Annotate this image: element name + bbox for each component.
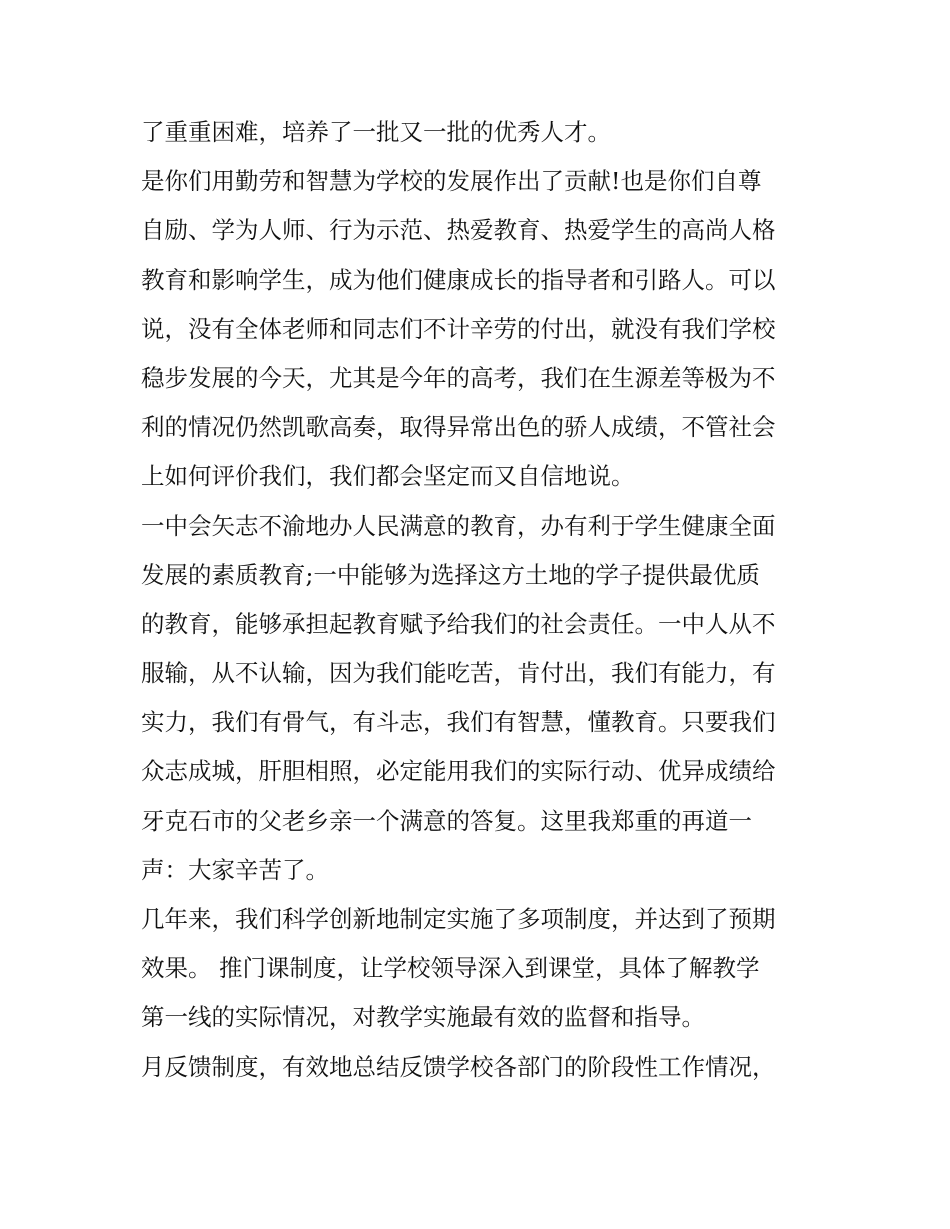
text-line: 了重重困难，培养了一批又一批的优秀人才。 xyxy=(141,118,611,146)
text-line: 声：大家辛苦了。 xyxy=(141,855,329,884)
text-line: 牙克石市的父老乡亲一个满意的答复。这里我郑重的再道一 xyxy=(141,806,752,835)
text-line: 教育和影响学生，成为他们健康成长的指导者和引路人。可以 xyxy=(141,265,776,294)
text-line: 效果。 推门课制度，让学校领导深入到课堂，具体了解教学 xyxy=(141,954,760,983)
text-line: 说，没有全体老师和同志们不计辛劳的付出，就没有我们学校 xyxy=(141,314,776,343)
text-line: 利的情况仍然凯歌高奏，取得异常出色的骄人成绩，不管社会 xyxy=(141,413,776,442)
text-line: 实力，我们有骨气，有斗志，我们有智慧，懂教育。只要我们 xyxy=(141,708,776,737)
text-line: 一中会矢志不渝地办人民满意的教育，办有利于学生健康全面 xyxy=(141,511,776,540)
document-body xyxy=(141,108,821,1092)
text-line: 月反馈制度，有效地总结反馈学校各部门的阶段性工作情况， xyxy=(141,1052,776,1081)
text-line: 自励、学为人师、行为示范、热爱教育、热爱学生的高尚人格 xyxy=(141,216,776,245)
text-line: 是你们用勤劳和智慧为学校的发展作出了贡献!也是你们自尊 xyxy=(141,167,762,196)
text-line: 第一线的实际情况，对教学实施最有效的监督和指导。 xyxy=(141,1003,705,1032)
text-line: 服输，从不认输，因为我们能吃苦，肯付出，我们有能力，有 xyxy=(141,659,776,688)
text-line: 发展的素质教育;一中能够为选择这方土地的学子提供最优质 xyxy=(141,560,760,589)
text-line: 上如何评价我们，我们都会坚定而又自信地说。 xyxy=(141,462,635,491)
text-line: 众志成城，肝胆相照，必定能用我们的实际行动、优异成绩给 xyxy=(141,757,776,786)
text-line: 稳步发展的今天，尤其是今年的高考，我们在生源差等极为不 xyxy=(141,363,776,392)
text-line: 几年来，我们科学创新地制定实施了多项制度，并达到了预期 xyxy=(141,905,776,933)
text-line: 的教育，能够承担起教育赋予给我们的社会责任。一中人从不 xyxy=(141,609,776,638)
